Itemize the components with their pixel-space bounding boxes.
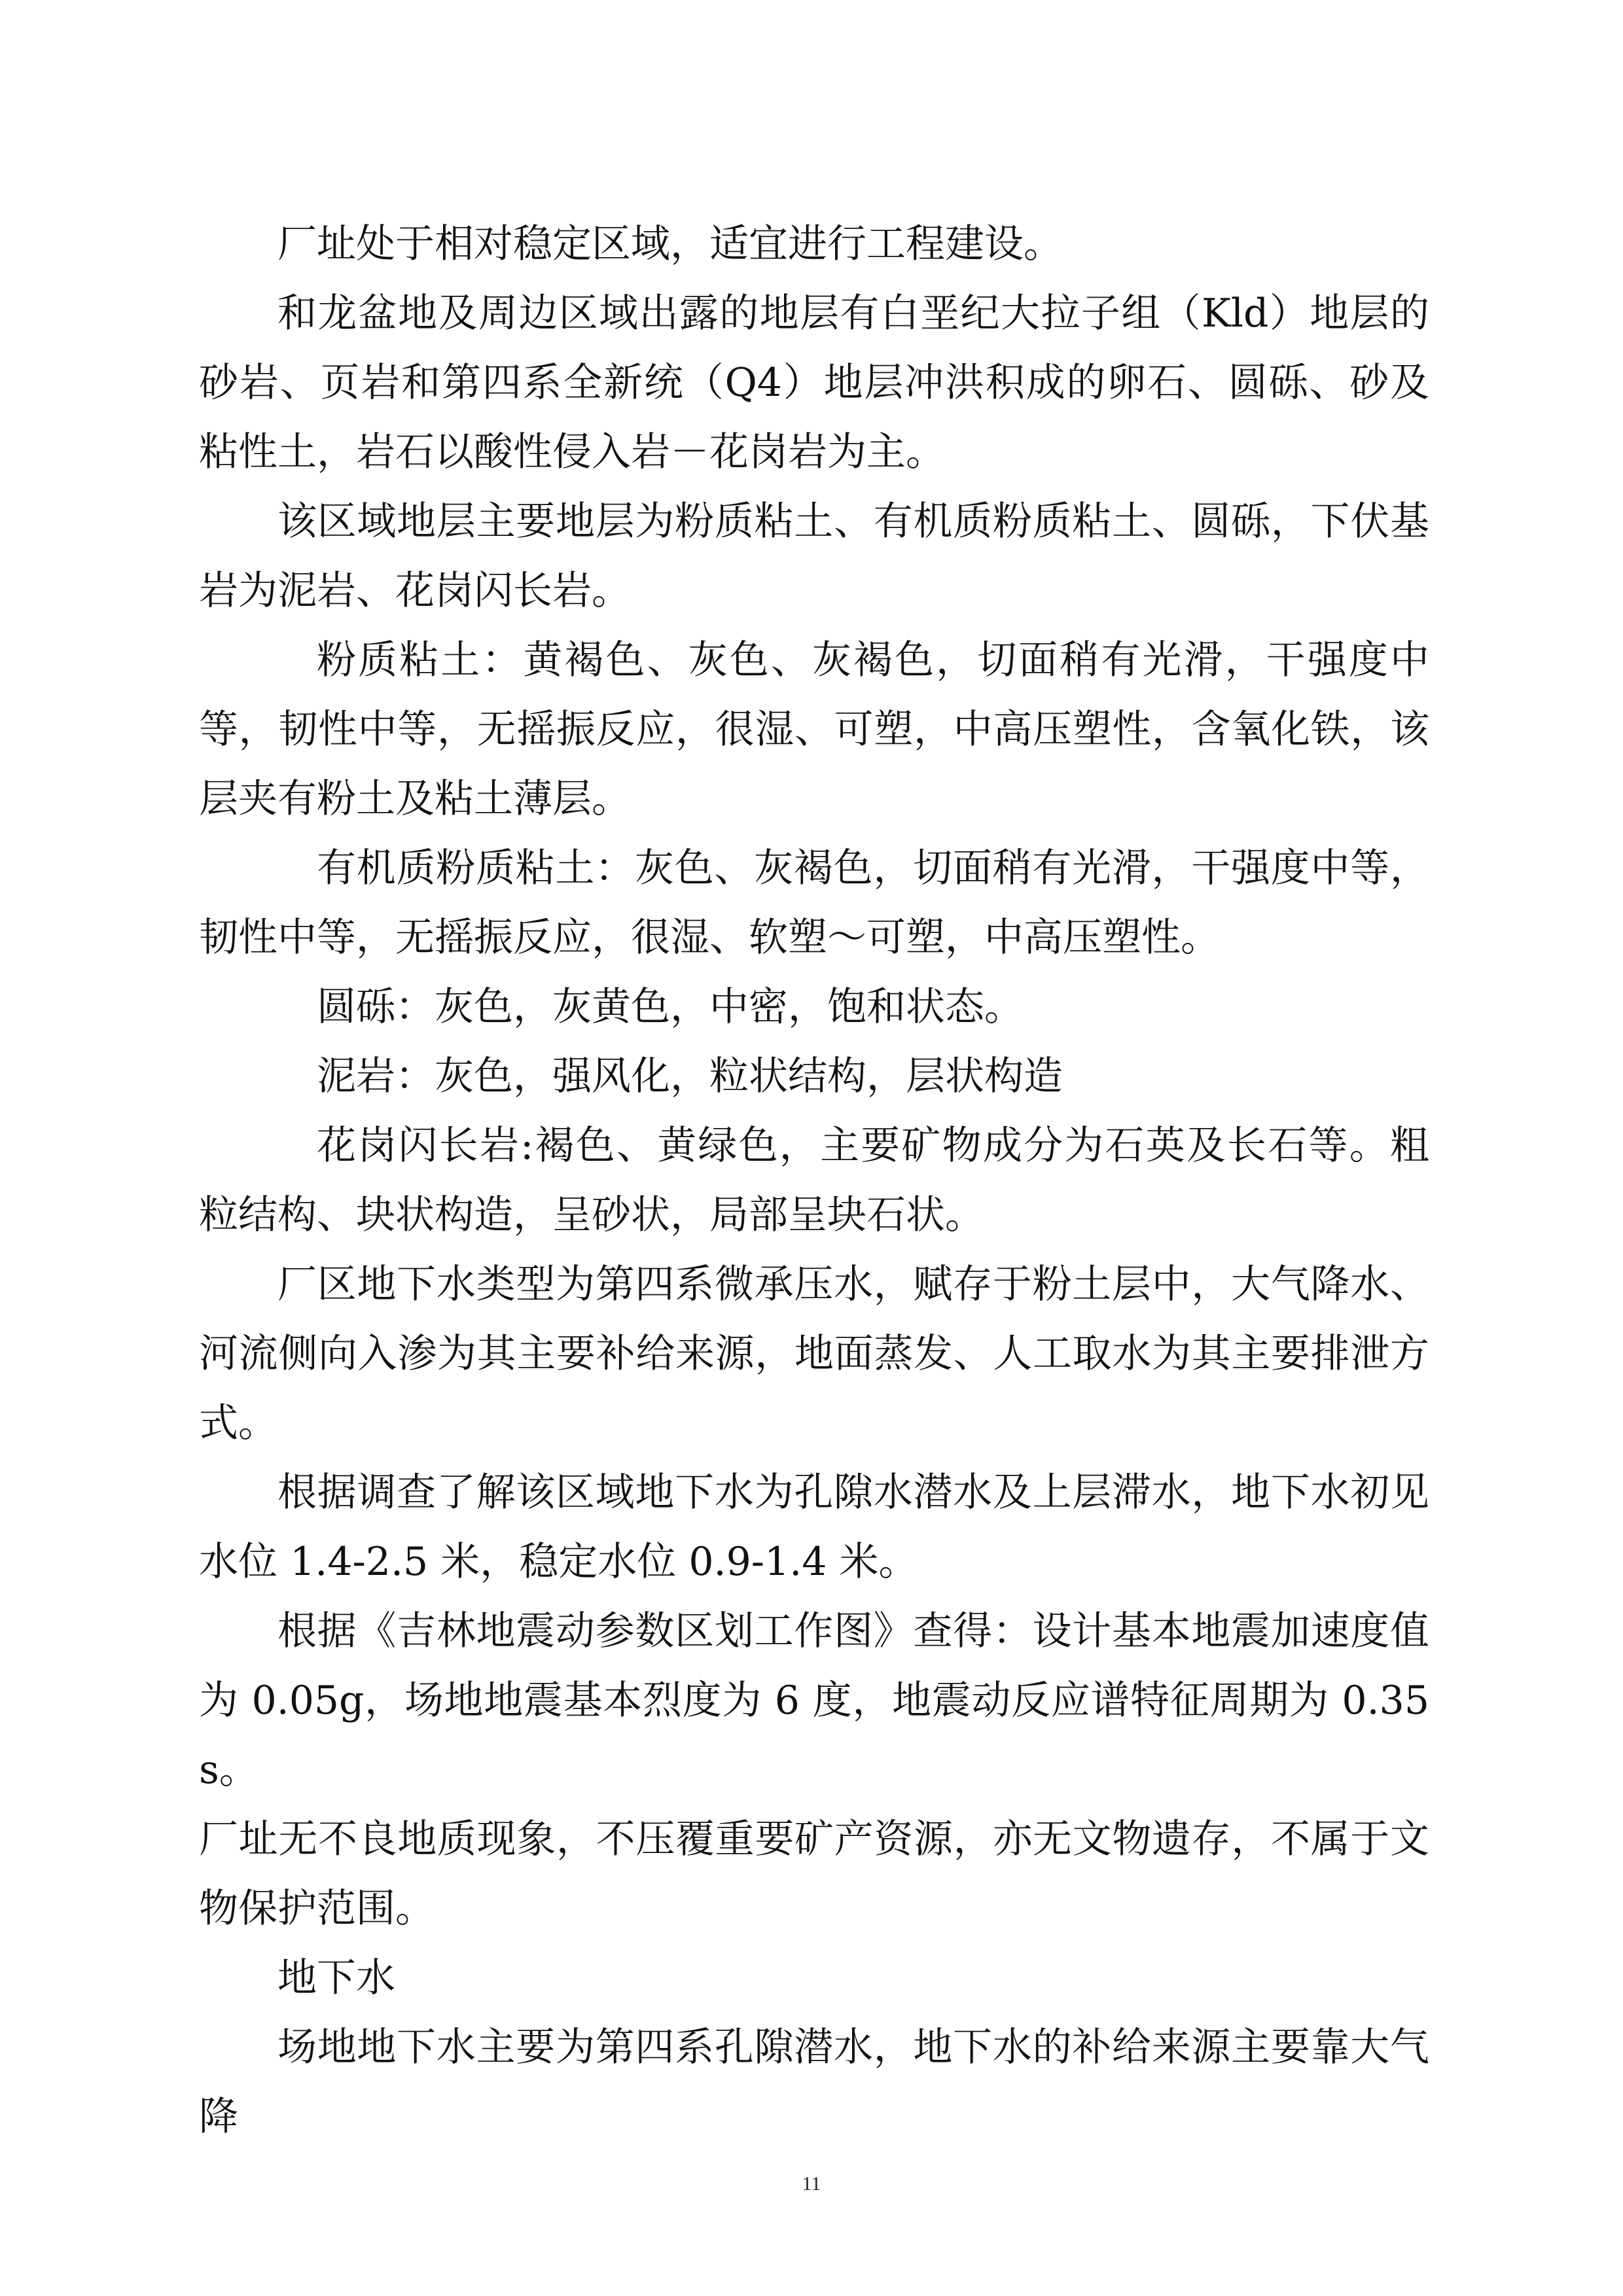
paragraph-no-adverse-geology: 厂址无不良地质现象，不压覆重要矿产资源，亦无文物遗存，不属于文物保护范围。 (199, 1816, 1429, 1932)
paragraph-seismic-parameters: 根据《吉林地震动参数区划工作图》查得：设计基本地震加速度值为 0.05g，场地地震基本烈度为 6 度，地震动反应谱特征周期为 0.35s。 (199, 1608, 1429, 1793)
paragraph-silty-clay: 粉质粘土：黄褐色、灰色、灰褐色，切面稍有光滑，干强度中等，韧性中等，无摇振反应，很湿、可塑，中高压塑性，含氧化铁，该层夹有粉土及粘土薄层。 (199, 637, 1429, 822)
paragraph-granodiorite: 花岗闪长岩:褐色、黄绿色，主要矿物成分为石英及长石等。粗粒结构、块状构造，呈砂状，局部呈块石状。 (199, 1123, 1429, 1238)
paragraph-basin-strata: 和龙盆地及周边区域出露的地层有白垩纪大拉子组（Kld）地层的砂岩、页岩和第四系全新统（Q4）地层冲洪积成的卵石、圆砾、砂及粘性土，岩石以酸性侵入岩－花岗岩为主。 (199, 291, 1429, 475)
paragraph-groundwater-recharge: 场地地下水主要为第四系孔隙潜水，地下水的补给来源主要靠大气降 (199, 2024, 1429, 2140)
paragraph-groundwater-level: 根据调查了解该区域地下水为孔隙水潜水及上层滞水，地下水初见水位 1.4-2.5 米，稳定水位 0.9-1.4 米。 (199, 1470, 1429, 1585)
paragraph-groundwater-type: 厂区地下水类型为第四系微承压水，赋存于粉土层中，大气降水、河流侧向入渗为其主要补给来源，地面蒸发、人工取水为其主要排泄方式。 (199, 1262, 1429, 1446)
document-body (199, 209, 1429, 2151)
page-number: 11 (802, 2173, 821, 2195)
paragraph-site-stability: 厂址处于相对稳定区域，适宜进行工程建设。 (277, 221, 1063, 267)
paragraph-mudstone: 泥岩：灰色，强风化，粒状结构，层状构造 (317, 1053, 1063, 1099)
paragraph-organic-silty-clay: 有机质粉质粘土：灰色、灰褐色，切面稍有光滑，干强度中等，韧性中等，无摇振反应，很湿、软塑～可塑，中高压塑性。 (199, 845, 1429, 961)
paragraph-main-strata: 该区域地层主要地层为粉质粘土、有机质粉质粘土、圆砾，下伏基岩为泥岩、花岗闪长岩。 (199, 499, 1429, 614)
section-heading-groundwater: 地下水 (277, 1955, 395, 2001)
paragraph-round-gravel: 圆砾：灰色，灰黄色，中密，饱和状态。 (317, 984, 1024, 1030)
